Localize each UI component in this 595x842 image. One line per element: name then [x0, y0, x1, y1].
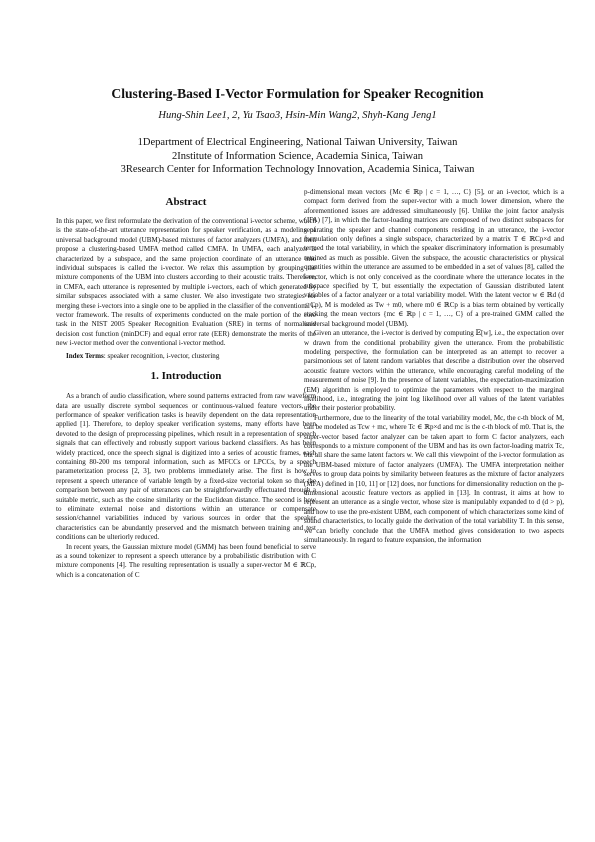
intro-paragraph: In recent years, the Gaussian mixture model (GMM) has been found beneficial to serve as a sound tokenizer to represent a speech utterance by a probabilistic distribution with C mixture components [4]. The resulting representation is usually a super-vector M ∈ ℝCp, which is a concatenation of C — [56, 542, 316, 579]
intro-paragraph: As a branch of audio classification, where sound patterns extracted from raw waveform data are usually discrete symbol sequences or continuous-valued feature vectors, the performance of speaker verification tasks is heavily dependent on the data representation applied [1]. Therefore, to deploy speaker verification systems, many efforts have been devoted to the design of preprocessing pipelines, which result in a representation of speech signals that can effectively and robustly support various backend classifiers. As has been widely practiced, once the speech signal is digitized into a series of acoustic frames, each containing 80-200 ms temporal information, such as MFCCs or LPCCs, by a speech parameterization process [2, 3], two problems immediately arise. The first is how to represent a speech utterance of variable length by a fixed-size vectorial token so that the comparison between any pair of utterances can be straightforwardly effectuated through a suitable metric, such as the cosine similarity or the Euclidean distance. The second is how to eliminate external noise and distortions within an utterance or compensate session/channel variabilities induced by various sources in order that the speaker characteristics can be abundantly preserved and the mismatch between training and test conditions can be ulteriorly reduced. — [56, 392, 316, 542]
affiliation-3: 3Research Center for Information Technology Innovation, Academia Sinica, Taiwan — [120, 164, 475, 176]
affiliations — [40, 136, 555, 177]
index-terms-label: Index Terms — [66, 351, 104, 360]
abstract-heading: Abstract — [165, 196, 207, 208]
abstract-text: In this paper, we first reformulate the derivation of the conventional i-vector scheme, which is the state-of-the-art utterance representation for speaker verification, as a modeling of universal background model (UBM)-based mixtures of factor analyzers (UMFA), and then propose a clustering-based UMFA method called CMFA. In UMFA, each analyzer is characterized by a subspace, and the same projection coordinate of an utterance into individual subspaces is called the i-vector. We relax this assumption by grouping the mixture components of the UBM into clusters according to their acoustic traits. Therefore, in CMFA, each utterance is represented by multiple i-vectors, each of which generated by similar subspaces associated with a same cluster. We also investigate two strategies for merging these i-vectors into a single one to be applied in the classifier of the conventional i-vector framework. The results of experiments conducted on the male portion of the core task in the NIST 2005 Speaker Recognition Evaluation (SRE) in terms of normalized decision cost function (minDCF) and equal error rate (EER) demonstrate the merits of the new i-vector method over the conventional i-vector method. — [56, 217, 316, 348]
body-paragraph: Given an utterance, the i-vector is derived by computing 𝔼[w], i.e., the expectation over w drawn from the conditional probability given the utterance. From the probabilistic modeling perspective, the formulation can be interpreted as an attempt to recover a parsimonious set of latent random variables that describe a distribution over the observed acoustic feature vectors within the utterance, while encouraging careful modeling of the measurement of noise [9]. In the presence of latent variables, the expectation-maximization (EM) algorithm is employed to optimize the parameters with respect to the marginal likelihood, i.e., integrating the joint log likelihood over all values of the latent variables under their posterior probability. — [304, 329, 564, 413]
right-column — [304, 188, 564, 545]
introduction-heading: 1. Introduction — [150, 370, 222, 383]
body-paragraph: p-dimensional mean vectors {Mc ∈ ℝp | c = 1, …, C} [5], or an i-vector, which is a compact form derived from the super-vector with a much lower dimension, where the aforementioned issues are addressed simultaneously [6]. Unlike the joint factor analysis (JFA) [7], in which the factor-loading matrices are composed of two distinct subspaces for separating the speaker and channel components residing in an utterance, the i-vector formulation only defines a single subspace, characterized by a matrix T ∈ ℝCp×d and termed the total variability, in which the speaker discriminatory information is presumably retained as much as possible. Given the subspace, the acoustic characteristics or physical quantities within the utterance are assumed to be embedded in a set of values [8], called the i-vector, which is not only conceived as the coordinate where the utterance locates in the subspace specified by T, but essentially the expectation of Gaussian distributed latent variables of a factor analyzer or a total variability model. With the latent vector w ∈ ℝd (d < Cp), M is modeled as Tw + m0, where m0 ∈ ℝCp is a bias term obtained by vertically stacking the mean vectors {mc ∈ ℝp | c = 1, …, C} of a pre-trained GMM called the universal background model (UBM). — [304, 188, 564, 328]
affiliation-2: 2Institute of Information Science, Academia Sinica, Taiwan — [172, 150, 423, 162]
paper-title: Clustering-Based I-Vector Formulation for Speaker Recognition — [111, 86, 484, 101]
index-terms — [56, 352, 316, 361]
author-list: Hung-Shin Lee1, 2, Yu Tsao3, Hsin-Min Wang2, Shyh-Kang Jeng1 — [158, 110, 437, 121]
affiliation-1: 1Department of Electrical Engineering, National Taiwan University, Taiwan — [137, 137, 458, 148]
body-paragraph: Furthermore, due to the linearity of the total variability model, Mc, the c-th block of M, can be modeled as Tcw + mc, where Tc ∈ ℝp×d and mc is the c-th block of m0. That is, the super-vector based factor analyzer can be taken apart to form C factor analyzers, each corresponds to a mixture component of the UBM and has its own factor-loading matrix Tc, but all share the same latent factors w. We call this viewpoint of the i-vector formulation as the UBM-based mixture of factor analyzers (UMFA). The UMFA interpretation neither serves to group data points by similarity between features as the mixture of factor analyzers (MFA) defined in [10, 11] or [12] does, nor functions for dimensionality reduction on the p-dimensional acoustic feature vectors as applied in [13]. In contrast, it aims at how to represent an utterance as a single vector, whose size is manipulably expanded to d (d > p), and how to use the pre-existent UBM, each component of which characterizes some kind of sound characteristics, to locally guide the derivation of the total variability T. In this sense, we can briefly conclude that the UMFA method gives consideration to two aspects simultaneously. In regard to feature expansion, the information — [304, 413, 564, 545]
index-terms-list: : speaker recognition, i-vector, clustering — [103, 351, 220, 360]
left-column — [56, 196, 316, 580]
